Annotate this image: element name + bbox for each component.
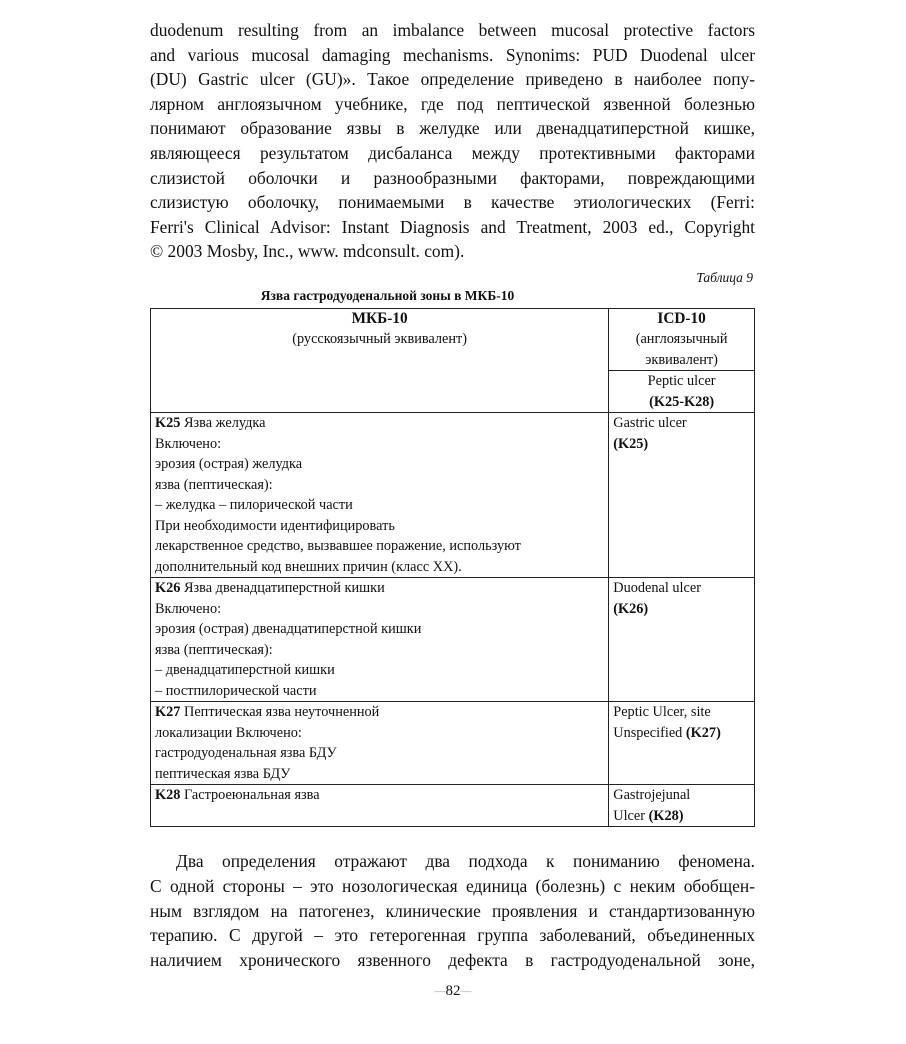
row-en-line: Gastric ulcer — [613, 415, 687, 432]
table-row — [151, 702, 755, 785]
row-line: язва (пептическая): — [155, 476, 273, 493]
table-row — [151, 578, 755, 702]
row-ru-cell — [151, 702, 609, 785]
peptic-ulcer-cell — [609, 371, 755, 413]
text-line: лярном англоязычном учебнике, где под пептической язвенной болезнью — [150, 93, 755, 114]
row-line: При необходимости идентифицировать — [155, 517, 395, 534]
row-en-code: (K25) — [613, 435, 649, 452]
header-icd — [609, 308, 755, 371]
row-line: Включено: — [155, 435, 222, 452]
row-en-cell — [609, 785, 755, 827]
row-code: K28 — [155, 787, 181, 804]
row-code: K27 — [155, 704, 181, 721]
row-en-line — [613, 434, 750, 455]
icd-table — [150, 308, 755, 828]
text-line: слизистой оболочки и разнообразными факторами, повреждающими — [150, 167, 755, 188]
text-line: наличием хронического язвенного дефекта в гастродуоденальной зоне, — [150, 949, 755, 970]
document-page — [150, 18, 755, 972]
row-line: – желудка – пилорической части — [155, 497, 353, 514]
row-line: локализации Включено: — [155, 724, 302, 741]
row-en-cell — [609, 702, 755, 785]
row-line: лекарственное средство, вызвавшее поражение, используют — [155, 538, 521, 555]
page-number-text: 82 — [445, 983, 461, 999]
text-line: С одной стороны – это нозологическая единица (болезнь) с неким обобщен- — [150, 876, 755, 897]
row-code: K26 — [155, 580, 181, 597]
row-en-text: Ulcer — [613, 807, 649, 824]
row-line: – двенадцатиперстной кишки — [155, 662, 335, 679]
row-line: язва (пептическая): — [155, 641, 273, 658]
row-title-text: Язва двенадцатиперстной кишки — [184, 580, 385, 597]
table-title: Язва гастродуоденальной зоны в МКБ-10 — [260, 287, 515, 303]
row-en-line — [613, 599, 750, 620]
text-line: (DU) Gastric ulcer (GU)». Такое определение приведено в наиболее попу- — [150, 69, 755, 90]
row-en-line — [613, 806, 750, 827]
row-en-code: (K27) — [685, 724, 721, 741]
text-line: © 2003 Mosby, Inc., www. mdconsult. com). — [150, 241, 465, 262]
row-en-line: Duodenal ulcer — [613, 580, 701, 597]
row-en-code: (K26) — [613, 600, 649, 617]
text-line: and various mucosal damaging mechanisms. Synonims: PUD Duodenal ulcer — [150, 44, 755, 65]
row-line: дополнительный код внешних причин (класс XX). — [155, 558, 462, 575]
table-row — [151, 785, 755, 827]
table-number: Таблица 9 — [696, 269, 753, 285]
page-number-dash-right: — — [460, 985, 472, 998]
row-en-line: Peptic Ulcer, site — [613, 704, 711, 721]
row-ru-cell — [151, 578, 609, 702]
text-line: понимают образование язвы в желудке или двенадцатиперстной кишке, — [150, 118, 755, 139]
text-line: слизистую оболочку, понимаемыми в качестве этиологических (Ferri: — [150, 192, 755, 213]
row-line: – постпилорической части — [155, 682, 317, 699]
text-line: терапию. С другой – это гетерогенная группа заболеваний, объединенных — [150, 925, 755, 946]
row-title — [155, 702, 604, 723]
row-line: Включено: — [155, 600, 222, 617]
row-en-cell — [609, 413, 755, 578]
intro-paragraph — [150, 18, 755, 264]
page-number — [0, 983, 906, 1000]
row-en-text: Unspecified — [613, 724, 686, 741]
row-en-line: Gastrojejunal — [613, 787, 691, 804]
row-code: K25 — [155, 415, 181, 432]
header-icd-subtitle-2: эквивалент) — [645, 351, 718, 368]
table-header-row — [151, 308, 755, 371]
header-mkb-subtitle: (русскоязычный эквивалент) — [292, 331, 468, 348]
row-line: пептическая язва БДУ — [155, 765, 291, 782]
text-line: Ferri's Clinical Advisor: Instant Diagnosis and Treatment, 2003 ed., Copyright — [150, 216, 755, 237]
row-en-code: (K28) — [648, 807, 684, 824]
row-ru-cell — [151, 413, 609, 578]
outro-paragraph — [150, 849, 755, 972]
row-line: эрозия (острая) двенадцатиперстной кишки — [155, 621, 422, 638]
table-row — [151, 413, 755, 578]
text-line: являющееся результатом дисбаланса между протективными факторами — [150, 142, 755, 163]
text-line: Два определения отражают два подхода к пониманию феномена. — [176, 851, 755, 872]
text-line: duodenum resulting from an imbalance between mucosal protective factors — [150, 20, 755, 40]
text-line: ным взглядом на патогенез, клинические проявления и стандартизованную — [150, 900, 755, 921]
row-ru-cell — [151, 785, 609, 827]
row-line: гастродуоденальная язва БДУ — [155, 745, 337, 762]
page-number-dash-left: — — [434, 985, 446, 998]
header-mkb-title: МКБ-10 — [351, 309, 408, 327]
row-title — [155, 578, 604, 599]
row-en-line — [613, 723, 750, 744]
row-title — [155, 785, 604, 806]
row-line: эрозия (острая) желудка — [155, 456, 303, 473]
peptic-ulcer-code: (K25-K28) — [649, 393, 715, 410]
row-en-cell — [609, 578, 755, 702]
header-mkb — [151, 308, 609, 413]
row-title-text: Пептическая язва неуточненной — [184, 704, 380, 721]
peptic-ulcer-label: Peptic ulcer — [647, 373, 716, 390]
header-icd-title: ICD-10 — [657, 309, 706, 327]
row-title — [155, 413, 604, 434]
row-title-text: Гастроеюнальная язва — [184, 787, 320, 804]
row-title-text: Язва желудка — [184, 415, 266, 432]
header-icd-subtitle-1: (англоязычный — [635, 331, 728, 348]
